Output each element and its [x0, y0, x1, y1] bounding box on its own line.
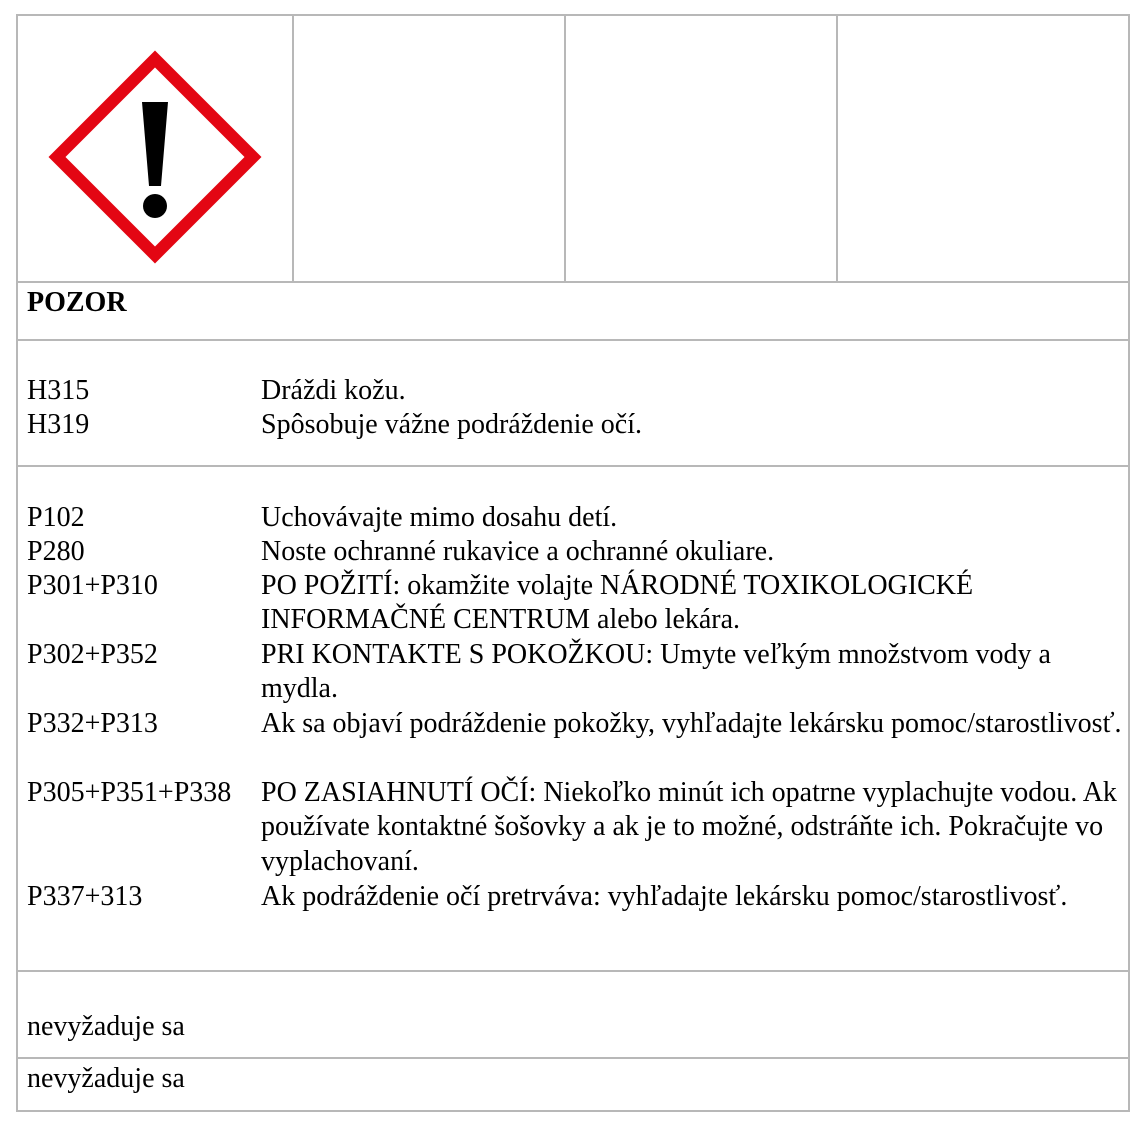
precautionary-code: P337+313: [27, 881, 143, 912]
pictogram-cell-divider: [564, 14, 566, 282]
table-divider: [16, 281, 1130, 283]
precautionary-code: P301+P310: [27, 570, 158, 601]
hazard-text: Dráždi kožu.: [261, 375, 406, 406]
precautionary-text: PO ZASIAHNUTÍ OČÍ: Niekoľko minút ich opatrne vyplachujte vodou. Ak používate kontaktné šošovky a ak je to možné, odstráňte ich. Pokračujte vo vyplachovaní.: [261, 777, 1117, 877]
hazard-code: H315: [27, 375, 90, 406]
table-divider: [16, 465, 1130, 467]
precautionary-text: PO POŽITÍ: okamžite volajte NÁRODNÉ TOXIKOLOGICKÉ INFORMAČNÉ CENTRUM alebo lekára.: [261, 570, 974, 636]
ghs-exclamation-mark-icon: [48, 50, 262, 264]
precautionary-code: P332+P313: [27, 708, 158, 739]
precautionary-text: PRI KONTAKTE S POKOŽKOU: Umyte veľkým množstvom vody a mydla.: [261, 639, 1051, 705]
precautionary-text: Uchovávajte mimo dosahu detí.: [261, 502, 618, 533]
hazard-text: Spôsobuje vážne podráždenie očí.: [261, 409, 642, 440]
pictogram-cell-divider: [836, 14, 838, 282]
supplemental-info-2: nevyžaduje sa: [27, 1063, 185, 1094]
table-divider: [16, 339, 1130, 341]
supplemental-info-1: nevyžaduje sa: [27, 1011, 185, 1042]
precautionary-text: Ak sa objaví podráždenie pokožky, vyhľadajte lekársku pomoc/starostlivosť.: [261, 708, 1122, 739]
precautionary-code: P302+P352: [27, 639, 158, 670]
table-border-top: [16, 14, 1130, 16]
precautionary-code: P102: [27, 502, 85, 533]
table-border-left: [16, 14, 18, 1112]
precautionary-code: P280: [27, 536, 85, 567]
table-divider: [16, 1057, 1130, 1059]
signal-word: POZOR: [27, 287, 127, 318]
pictogram-cell-divider: [292, 14, 294, 282]
table-divider: [16, 970, 1130, 972]
table-border-bottom: [16, 1110, 1130, 1112]
hazard-code: H319: [27, 409, 90, 440]
precautionary-text: Noste ochranné rukavice a ochranné okuliare.: [261, 536, 775, 567]
precautionary-text: Ak podráždenie očí pretrváva: vyhľadajte lekársku pomoc/starostlivosť.: [261, 881, 1068, 912]
precautionary-code: P305+P351+P338: [27, 777, 232, 808]
